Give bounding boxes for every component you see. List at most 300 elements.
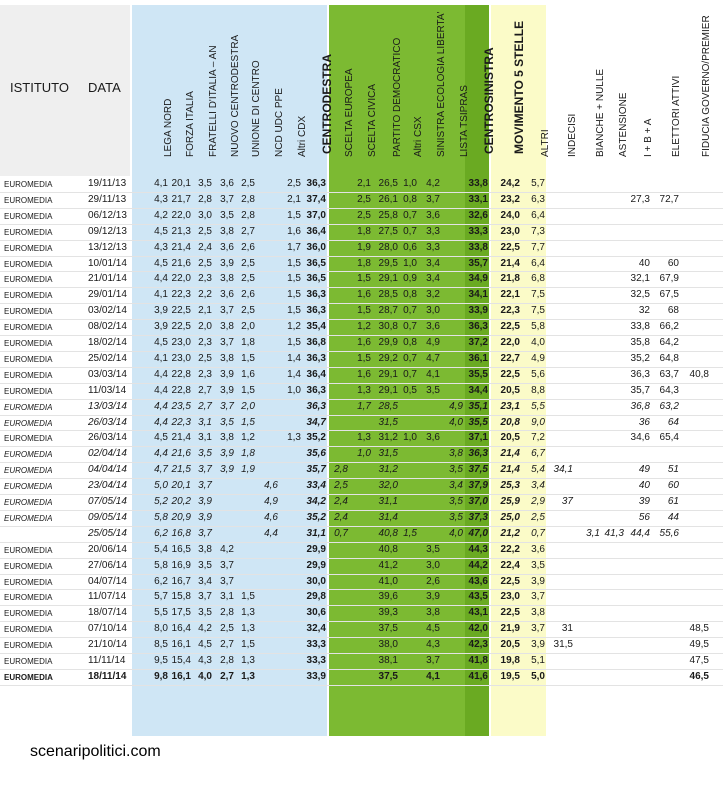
cell-m5s: 24,2 — [500, 178, 520, 189]
cell-ast: 41,3 — [604, 527, 624, 539]
cell-sel: 3,5 — [426, 543, 440, 555]
cell-ncd: 3,7 — [220, 400, 234, 412]
cell-sel: 3,7 — [426, 193, 440, 205]
cell-cdx: 36,3 — [306, 400, 326, 412]
cell-csx: 43,6 — [468, 575, 488, 587]
cell-csx: 33,1 — [468, 193, 488, 205]
cell-ncd: 3,9 — [220, 368, 234, 380]
cell-ln: 4,4 — [154, 368, 168, 380]
cell-fdi: 2,4 — [198, 241, 212, 253]
cell-pd: 28,5 — [378, 289, 398, 301]
label-data: DATA — [88, 80, 121, 95]
cell-istituto: EUROMEDIA — [4, 402, 53, 412]
cell-ln: 4,3 — [154, 193, 168, 205]
cell-ln: 5,7 — [154, 591, 168, 603]
cell-istituto: EUROMEDIA — [4, 513, 53, 523]
cell-ncdudcppe: 4,9 — [264, 496, 278, 507]
cell-ln: 4,5 — [154, 432, 168, 444]
cell-ncd: 3,5 — [220, 209, 234, 221]
header-partito-democratico — [378, 5, 403, 168]
cell-sel: 4,1 — [426, 670, 440, 682]
cell-altri: 9,0 — [531, 416, 545, 428]
cell-ts: 3,5 — [449, 511, 463, 523]
cell-fid: 49,5 — [689, 639, 709, 651]
cell-ea: 55,6 — [659, 527, 679, 539]
cell-pd: 29,5 — [378, 257, 398, 269]
cell-sel: 4,2 — [426, 178, 440, 189]
header-indecisi — [553, 5, 578, 168]
cell-fdi: 3,4 — [198, 575, 212, 587]
cell-ncd: 3,7 — [220, 193, 234, 205]
cell-istituto: EUROMEDIA — [4, 672, 53, 682]
cell-csx: 34,9 — [468, 273, 488, 285]
cell-altri: 6,8 — [531, 273, 545, 285]
cell-m5s: 21,4 — [500, 257, 520, 269]
cell-fdi: 2,0 — [198, 321, 212, 333]
cell-cdx: 33,9 — [306, 670, 326, 682]
cell-ea: 63,2 — [659, 400, 679, 412]
cell-acdx: 1,5 — [287, 289, 301, 301]
cell-fi: 16,9 — [171, 559, 191, 571]
cell-fid: 46,5 — [689, 670, 709, 682]
table-row — [0, 193, 723, 209]
cell-ind: 31 — [561, 623, 573, 635]
cell-acdx: 2,1 — [287, 193, 301, 205]
cell-csx: 42,3 — [468, 639, 488, 651]
table-row — [0, 288, 723, 304]
cell-sc: 2,5 — [357, 209, 371, 221]
cell-csx: 33,8 — [468, 178, 488, 189]
cell-pd: 28,0 — [378, 241, 398, 253]
cell-fdi: 4,5 — [198, 639, 212, 651]
cell-acsx: 1,5 — [403, 527, 417, 539]
cell-iba: 32 — [638, 305, 650, 317]
cell-cdx: 35,4 — [306, 321, 326, 333]
cell-altri: 4,9 — [531, 352, 545, 364]
cell-csx: 36,3 — [468, 448, 488, 460]
header-label: PARTITO DEMOCRATICO — [392, 37, 403, 157]
cell-istituto: EUROMEDIA — [4, 323, 53, 333]
cell-fdi: 3,7 — [198, 480, 212, 492]
cell-sc: 1,3 — [357, 384, 371, 396]
cell-istituto: EUROMEDIA — [4, 180, 53, 189]
table-row — [0, 416, 723, 432]
cell-ncd: 3,8 — [220, 273, 234, 285]
cell-fi: 20,2 — [171, 496, 191, 507]
cell-udc: 1,9 — [241, 464, 255, 476]
cell-acsx: 0,7 — [403, 368, 417, 380]
cell-cdx: 34,7 — [306, 416, 326, 428]
header-m5s — [496, 5, 526, 168]
cell-csx: 41,8 — [468, 655, 488, 666]
header-scelta-europea — [332, 5, 355, 168]
cell-pd: 37,5 — [378, 623, 398, 635]
cell-ea: 65,4 — [659, 432, 679, 444]
cell-data: 11/11/14 — [88, 655, 126, 666]
cell-pd: 32,0 — [378, 480, 398, 492]
table-row — [0, 495, 723, 511]
cell-altri: 3,4 — [531, 480, 545, 492]
cell-ln: 4,4 — [154, 448, 168, 460]
cell-cdx: 30,0 — [306, 575, 326, 587]
cell-pd: 29,1 — [378, 384, 398, 396]
cell-sc: 1,6 — [357, 289, 371, 301]
cell-ncd: 3,9 — [220, 384, 234, 396]
cell-acsx: 1,0 — [403, 432, 417, 444]
cell-udc: 2,0 — [241, 400, 255, 412]
cell-istituto: EUROMEDIA — [4, 370, 53, 380]
cell-data: 09/12/13 — [88, 225, 127, 237]
cell-m5s: 22,1 — [500, 289, 520, 301]
cell-sc: 2,1 — [357, 178, 371, 189]
cell-fdi: 3,7 — [198, 527, 212, 539]
cell-sel: 3,8 — [426, 607, 440, 619]
cell-fi: 21,6 — [171, 257, 191, 269]
cell-sc: 1,5 — [357, 305, 371, 317]
cell-csx: 33,3 — [468, 225, 488, 237]
cell-ln: 5,2 — [154, 496, 168, 507]
cell-sel: 2,6 — [426, 575, 440, 587]
cell-ncd: 3,5 — [220, 416, 234, 428]
cell-m5s: 19,5 — [500, 670, 520, 682]
cell-pd: 31,4 — [378, 511, 398, 523]
cell-ncd: 2,7 — [220, 639, 234, 651]
cell-ncd: 2,5 — [220, 623, 234, 635]
header-label: Altri CSX — [413, 116, 424, 157]
cell-fdi: 2,7 — [198, 400, 212, 412]
cell-fi: 22,8 — [171, 368, 191, 380]
cell-iba: 36,8 — [630, 400, 650, 412]
cell-data: 04/04/14 — [88, 464, 127, 476]
cell-pd: 26,5 — [378, 178, 398, 189]
cell-m5s: 22,5 — [500, 241, 520, 253]
cell-udc: 1,3 — [241, 607, 255, 619]
cell-fid: 48,5 — [689, 623, 709, 635]
cell-pd: 31,5 — [378, 416, 398, 428]
header-altri-cdx — [285, 5, 308, 168]
cell-fi: 22,3 — [171, 289, 191, 301]
cell-ncd: 4,2 — [220, 543, 234, 555]
cell-csx: 36,3 — [468, 321, 488, 333]
cell-ln: 4,4 — [154, 273, 168, 285]
cell-pd: 37,5 — [378, 670, 398, 682]
cell-m5s: 25,3 — [500, 480, 520, 492]
cell-ln: 4,1 — [154, 352, 168, 364]
cell-fdi: 3,5 — [198, 178, 212, 189]
cell-data: 29/11/13 — [88, 193, 127, 205]
cell-ln: 4,5 — [154, 337, 168, 348]
cell-sel: 3,6 — [426, 321, 440, 333]
cell-fi: 21,6 — [171, 448, 191, 460]
cell-acdx: 1,4 — [287, 368, 301, 380]
cell-acsx: 1,0 — [403, 257, 417, 269]
cell-istituto: EUROMEDIA — [4, 211, 53, 221]
cell-acsx: 1,0 — [403, 178, 417, 189]
cell-fdi: 3,0 — [198, 209, 212, 221]
cell-sc: 1,6 — [357, 337, 371, 348]
table-row — [0, 352, 723, 368]
table-row — [0, 257, 723, 273]
cell-pd: 31,5 — [378, 448, 398, 460]
cell-iba: 27,3 — [630, 193, 650, 205]
cell-ln: 4,4 — [154, 384, 168, 396]
cell-csx: 37,1 — [468, 432, 488, 444]
cell-iba: 32,5 — [630, 289, 650, 301]
cell-acdx: 1,4 — [287, 352, 301, 364]
cell-pd: 38,0 — [378, 639, 398, 651]
cell-fi: 22,0 — [171, 273, 191, 285]
cell-m5s: 20,5 — [500, 639, 520, 651]
cell-fi: 16,1 — [171, 670, 191, 682]
cell-fdi: 2,5 — [198, 352, 212, 364]
cell-altri: 3,8 — [531, 607, 545, 619]
cell-ln: 3,9 — [154, 321, 168, 333]
header-sel — [424, 5, 447, 168]
cell-m5s: 20,5 — [500, 432, 520, 444]
cell-fdi: 2,7 — [198, 384, 212, 396]
cell-m5s: 22,5 — [500, 607, 520, 619]
cell-csx: 44,2 — [468, 559, 488, 571]
header-ncd-udc-ppe — [262, 5, 285, 168]
cell-altri: 3,9 — [531, 575, 545, 587]
cell-data: 04/07/14 — [88, 575, 127, 587]
cell-sel: 3,0 — [426, 305, 440, 317]
cell-csx: 35,7 — [468, 257, 488, 269]
cell-udc: 2,6 — [241, 241, 255, 253]
cell-pd: 39,3 — [378, 607, 398, 619]
cell-altri: 3,5 — [531, 559, 545, 571]
cell-m5s: 22,2 — [500, 543, 520, 555]
cell-altri: 3,9 — [531, 639, 545, 651]
cell-altri: 5,6 — [531, 368, 545, 380]
cell-acdx: 1,5 — [287, 257, 301, 269]
cell-acsx: 0,7 — [403, 225, 417, 237]
cell-acdx: 1,0 — [287, 384, 301, 396]
cell-ind: 31,5 — [553, 639, 573, 651]
cell-ea: 64,2 — [659, 337, 679, 348]
cell-ln: 5,4 — [154, 543, 168, 555]
cell-csx: 41,6 — [468, 670, 488, 682]
cell-ln: 4,5 — [154, 257, 168, 269]
header-label: FIDUCIA GOVERNO/PREMIER — [701, 15, 712, 157]
cell-fi: 21,4 — [171, 241, 191, 253]
cell-m5s: 23,0 — [500, 591, 520, 603]
cell-cdx: 35,2 — [306, 432, 326, 444]
cell-fdi: 3,5 — [198, 559, 212, 571]
cell-ln: 4,4 — [154, 400, 168, 412]
cell-ln: 4,7 — [154, 464, 168, 476]
cell-csx: 32,6 — [468, 209, 488, 221]
cell-csx: 34,4 — [468, 384, 488, 396]
table-row — [0, 368, 723, 384]
cell-ts: 3,5 — [449, 496, 463, 507]
cell-m5s: 21,4 — [500, 448, 520, 460]
cell-ln: 4,1 — [154, 178, 168, 189]
cell-fdi: 3,9 — [198, 496, 212, 507]
cell-bn: 3,1 — [586, 527, 600, 539]
cell-csx: 43,1 — [468, 607, 488, 619]
table-row — [0, 622, 723, 638]
cell-iba: 34,6 — [630, 432, 650, 444]
cell-fi: 23,0 — [171, 337, 191, 348]
cell-pd: 27,5 — [378, 225, 398, 237]
cell-acdx: 1,5 — [287, 305, 301, 317]
cell-altri: 5,8 — [531, 321, 545, 333]
cell-cdx: 31,1 — [306, 527, 326, 539]
cell-ts: 3,4 — [449, 480, 463, 492]
cell-fdi: 2,3 — [198, 273, 212, 285]
cell-altri: 8,8 — [531, 384, 545, 396]
cell-data: 21/01/14 — [88, 273, 127, 285]
cell-ncd: 3,8 — [220, 352, 234, 364]
cell-ln: 5,8 — [154, 511, 168, 523]
cell-fi: 16,1 — [171, 639, 191, 651]
cell-sel: 3,7 — [426, 655, 440, 666]
cell-udc: 1,3 — [241, 670, 255, 682]
cell-fdi: 2,3 — [198, 337, 212, 348]
cell-altri: 7,7 — [531, 241, 545, 253]
cell-ts: 4,0 — [449, 527, 463, 539]
table-row — [0, 638, 723, 654]
cell-pd: 29,9 — [378, 337, 398, 348]
cell-istituto: EUROMEDIA — [4, 307, 53, 317]
cell-istituto: EUROMEDIA — [4, 482, 53, 492]
header-label: UNIONE DI CENTRO — [251, 60, 262, 157]
cell-cdx: 36,3 — [306, 178, 326, 189]
cell-fi: 17,5 — [171, 607, 191, 619]
cell-m5s: 19,8 — [500, 655, 520, 666]
cell-ln: 8,0 — [154, 623, 168, 635]
cell-istituto: EUROMEDIA — [4, 561, 53, 571]
cell-data: 18/11/14 — [88, 670, 127, 682]
cell-pd: 38,1 — [378, 655, 398, 666]
header-label: BIANCHE + NULLE — [595, 68, 606, 157]
cell-pd: 26,1 — [378, 193, 398, 205]
header-unione-di-centro — [239, 5, 262, 168]
cell-sel: 4,1 — [426, 368, 440, 380]
cell-fdi: 3,1 — [198, 416, 212, 428]
table-row — [0, 543, 723, 559]
cell-fdi: 3,5 — [198, 607, 212, 619]
cell-ea: 67,5 — [659, 289, 679, 301]
table-row — [0, 241, 723, 257]
cell-istituto: EUROMEDIA — [4, 243, 53, 253]
table-row — [0, 225, 723, 241]
cell-cdx: 35,6 — [306, 448, 326, 460]
cell-csx: 37,0 — [468, 496, 488, 507]
cell-cdx: 36,5 — [306, 257, 326, 269]
cell-ea: 64,8 — [659, 352, 679, 364]
header-label: CENTRODESTRA — [320, 53, 334, 154]
cell-data: 25/02/14 — [88, 352, 127, 364]
cell-cdx: 33,3 — [306, 639, 326, 651]
cell-data: 09/05/14 — [88, 511, 127, 523]
cell-udc: 2,0 — [241, 321, 255, 333]
cell-acsx: 0,6 — [403, 241, 417, 253]
cell-acdx: 1,5 — [287, 337, 301, 348]
cell-m5s: 21,2 — [500, 527, 520, 539]
cell-m5s: 23,1 — [500, 400, 520, 412]
cell-csx: 43,5 — [468, 591, 488, 603]
cell-fdi: 4,3 — [198, 655, 212, 666]
header-label: ELETTORI ATTIVI — [671, 75, 682, 157]
cell-sel: 3,9 — [426, 591, 440, 603]
cell-istituto: EUROMEDIA — [4, 450, 53, 460]
cell-fi: 16,5 — [171, 543, 191, 555]
cell-pd: 29,2 — [378, 352, 398, 364]
cell-sel: 3,3 — [426, 241, 440, 253]
table-row — [0, 479, 723, 495]
cell-m5s: 21,8 — [500, 273, 520, 285]
cell-csx: 37,2 — [468, 337, 488, 348]
cell-se: 0,7 — [334, 527, 348, 539]
cell-cdx: 32,4 — [306, 623, 326, 635]
header-label: SINISTRA ECOLOGIA LIBERTA' — [436, 11, 447, 157]
cell-ts: 4,0 — [449, 416, 463, 428]
cell-pd: 29,1 — [378, 368, 398, 380]
cell-altri: 2,5 — [531, 511, 545, 523]
header-fiducia — [685, 5, 712, 168]
table-row — [0, 400, 723, 416]
table-row — [0, 606, 723, 622]
cell-udc: 1,2 — [241, 432, 255, 444]
header-ibma — [628, 5, 654, 168]
header-lista-tsipras — [447, 5, 470, 168]
cell-cdx: 33,3 — [306, 655, 326, 666]
cell-udc: 2,8 — [241, 193, 255, 205]
cell-altri: 5,1 — [531, 655, 545, 666]
cell-pd: 40,8 — [378, 527, 398, 539]
cell-fdi: 2,5 — [198, 257, 212, 269]
cell-sc: 1,9 — [357, 241, 371, 253]
cell-fdi: 2,5 — [198, 225, 212, 237]
cell-csx: 36,1 — [468, 352, 488, 364]
cell-csx: 37,3 — [468, 511, 488, 523]
cell-fi: 23,0 — [171, 352, 191, 364]
cell-fi: 15,8 — [171, 591, 191, 603]
cell-m5s: 25,0 — [500, 511, 520, 523]
cell-sel: 3,3 — [426, 225, 440, 237]
cell-udc: 1,8 — [241, 337, 255, 348]
header-label: INDECISI — [567, 113, 578, 157]
cell-fi: 22,8 — [171, 384, 191, 396]
cell-data: 08/02/14 — [88, 321, 127, 333]
cell-fdi: 3,8 — [198, 543, 212, 555]
cell-sel: 4,7 — [426, 352, 440, 364]
table-row — [0, 336, 723, 352]
cell-pd: 30,8 — [378, 321, 398, 333]
cell-cdx: 33,4 — [306, 480, 326, 492]
cell-ncdudcppe: 4,6 — [264, 511, 278, 523]
cell-m5s: 20,5 — [500, 384, 520, 396]
cell-cdx: 36,0 — [306, 241, 326, 253]
cell-altri: 7,5 — [531, 289, 545, 301]
cell-altri: 3,7 — [531, 623, 545, 635]
cell-udc: 1,5 — [241, 384, 255, 396]
cell-ln: 9,8 — [154, 670, 168, 682]
cell-udc: 2,5 — [241, 178, 255, 189]
cell-csx: 44,3 — [468, 543, 488, 555]
cell-cdx: 30,6 — [306, 607, 326, 619]
cell-ea: 72,7 — [659, 193, 679, 205]
cell-ts: 4,9 — [449, 400, 463, 412]
cell-udc: 1,8 — [241, 448, 255, 460]
cell-cdx: 36,3 — [306, 384, 326, 396]
cell-ncd: 3,9 — [220, 464, 234, 476]
cell-ln: 5,8 — [154, 559, 168, 571]
cell-ea: 44 — [667, 511, 679, 523]
cell-data: 03/03/14 — [88, 368, 127, 380]
